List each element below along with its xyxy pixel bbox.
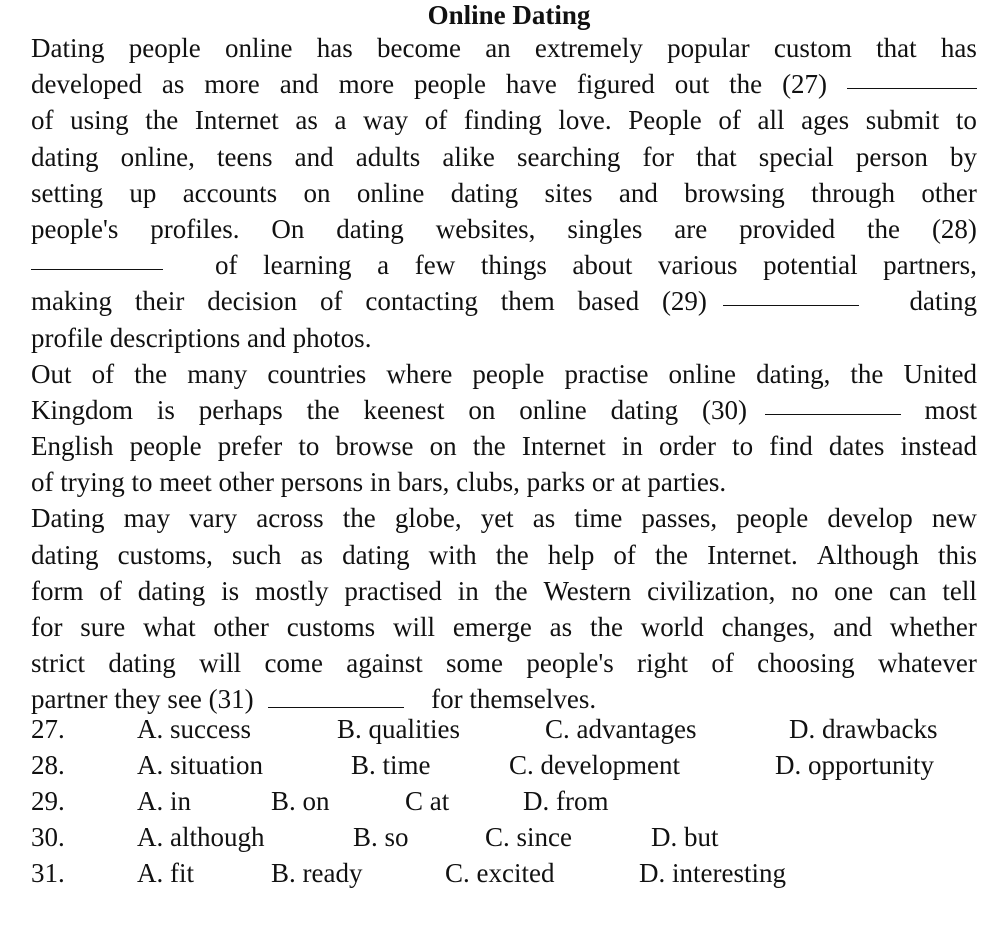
passage-word: Out [31,358,72,389]
passage-word: new [931,503,977,534]
passage-line-words [215,247,977,283]
passage-line [31,573,977,609]
answer-blank-31[interactable] [268,685,404,708]
passage-word: whether [889,612,977,642]
passage-word: sure [80,612,126,642]
passage-word: whatever [877,648,977,679]
passage-word: practised [344,575,442,606]
passage-word: potential [763,250,858,281]
passage-word: will [393,612,436,642]
passage-word: dating [108,648,176,679]
passage-word: has [940,33,977,63]
passage-line [31,500,977,536]
passage-word: online [519,394,587,425]
document-title: Online Dating [427,0,591,30]
option-b[interactable]: B. so [353,822,409,852]
passage-word: passes, [641,503,718,534]
option-c[interactable]: C. excited [445,858,555,888]
question-number: 27. [31,714,65,744]
passage-word: the [306,394,340,425]
passage-word: love. [558,105,612,136]
passage-word: online [224,33,293,63]
passage-word: the [850,358,884,389]
passage-word: on [303,177,331,208]
passage-word: Dating [31,33,105,63]
passage-word: of [718,105,741,136]
passage-word: what [143,612,196,642]
passage-word: globe, [394,503,462,534]
passage-word: mostly [255,575,329,606]
passage-word: teens [217,141,273,172]
passage-word: dating [31,539,99,570]
passage-line [31,609,977,645]
passage-word: other [921,177,977,208]
passage-word: for [31,612,63,642]
passage-word: of [31,105,54,136]
passage-word: the [589,612,623,642]
passage-word: by [949,141,977,172]
option-b[interactable]: B. qualities [337,714,460,744]
answer-blank-28[interactable] [31,247,163,270]
passage-word: people [736,503,809,534]
passage-word: dating [342,539,410,570]
passage-word: right [637,648,689,679]
passage-word: all [757,105,785,136]
passage-word: many [187,358,248,389]
passage-word: civilization, [647,575,776,606]
passage-word: on [468,394,496,425]
passage-word: people's [526,648,614,679]
passage-word: across [256,503,324,534]
option-a[interactable]: A. success [137,714,251,744]
passage-word: of [711,648,734,679]
passage-word: and [833,612,873,642]
passage-word: decision [207,286,298,317]
passage-word: world [640,612,704,642]
passage-line [31,681,977,717]
passage-word: the [472,431,506,462]
passage-word: based [577,286,640,317]
passage-word: various [658,250,738,281]
passage-word: keenest [363,394,445,425]
passage-word: people [128,33,201,63]
passage-word: sites [544,177,593,208]
answer-blank-29[interactable] [723,283,859,306]
option-d[interactable]: D. from [523,786,609,816]
passage-word: the [654,539,688,570]
passage-word: dating [31,141,99,172]
passage-word: a [334,105,347,136]
passage-word: dating [336,213,404,244]
passage-word: come [264,648,323,679]
option-c[interactable]: C at [405,786,450,816]
option-a[interactable]: A. although [137,822,265,852]
passage-word: of [424,105,448,136]
passage-word: that [876,33,917,63]
document-page [31,0,977,718]
passage-word: Kingdom [31,394,134,425]
passage-word: browse [335,431,414,462]
passage-word: online [668,358,737,389]
passage-line [31,283,977,319]
passage-word: help [547,539,595,570]
passage-line-words [31,392,747,428]
passage-word: order [659,431,717,462]
passage-word: partners, [883,250,977,281]
passage-word: Dating [31,503,105,534]
passage-word: customs, [117,539,213,570]
passage-word: perhaps [198,394,283,425]
passage-word: developed [31,69,142,100]
passage-word: to [298,431,320,462]
passage-word: ages [801,105,850,136]
passage-word: as [549,612,573,642]
passage-word: more [204,69,260,100]
passage-word: Although [816,539,919,570]
passage-word: and [294,141,334,172]
answer-blank-30[interactable] [765,392,901,415]
passage-word: as [295,105,318,136]
passage-word: of [613,539,636,570]
passage-word: is [156,394,175,425]
passage-word: searching [516,141,621,172]
question-number: 28. [31,750,65,780]
passage-word: of [320,286,343,317]
passage-word: way [363,105,409,136]
passage-word: people [472,358,545,389]
passage-word: with [428,539,477,570]
passage-word: yet [480,503,514,534]
passage-word: of [91,358,115,389]
passage-word: dating [610,394,679,425]
passage-line [31,537,977,573]
passage-word: them [500,286,555,317]
passage-word: some [446,648,504,679]
passage-word: alike [442,141,495,172]
passage-word: (28) [931,213,977,244]
passage-word: Internet [521,431,606,462]
passage-word: custom [773,33,852,63]
passage-word: choosing [757,648,855,679]
passage-word: People [628,105,702,136]
passage-word: On [271,213,305,244]
passage-word: special [758,141,834,172]
passage-word: profiles. [150,213,240,244]
passage-word: develop [827,503,913,534]
passage-word: the [342,503,376,534]
option-d[interactable]: D. but [651,822,719,852]
passage-word: through [811,177,896,208]
passage-word: that [696,141,737,172]
passage-word: in [457,575,479,606]
passage-word: instead [900,431,977,462]
option-d[interactable]: D. drawbacks [789,714,938,744]
passage-line [31,30,977,66]
passage-line [31,428,977,464]
passage-word: this [937,539,977,570]
passage-text: partner they see (31) [31,684,254,715]
passage-word: of [215,250,238,281]
passage-word: Internet. [707,539,798,570]
passage-word: Western [543,575,632,606]
passage-word: popular [667,33,750,63]
passage-word: in [621,431,643,462]
option-c[interactable]: C. development [509,750,680,780]
passage-word: contacting [365,286,478,317]
passage-word: the [729,69,763,100]
passage-word: people [129,431,202,462]
passage-word: United [903,358,977,389]
passage-word: people [414,69,486,100]
option-b[interactable]: B. on [271,786,330,816]
passage-word: will [199,648,242,679]
passage-word: emerge [452,612,532,642]
passage-word: more [338,69,395,100]
passage-word: English [31,431,114,462]
passage-word: figured [576,69,655,100]
passage-line [31,356,977,392]
passage-word: prefer [217,431,283,462]
passage-word: practise [564,358,649,389]
passage-word: against [346,648,423,679]
passage-line [31,139,977,175]
passage-word: dating [137,575,206,606]
passage-word: most [924,394,977,425]
passage-word: other [213,612,269,642]
passage-word: changes, [721,612,816,642]
passage-word: the [495,539,529,570]
passage-word: singles [567,213,643,244]
option-d[interactable]: D. opportunity [775,750,934,780]
passage-word: provided [739,213,836,244]
passage-word: browsing [684,177,785,208]
question-number: 31. [31,858,65,888]
passage-word: have [505,69,557,100]
passage-line [31,175,977,211]
passage-word: has [316,33,353,63]
passage-word: and [279,69,319,100]
passage-word: making [31,286,112,317]
passage-word: websites, [435,213,536,244]
passage-word: extremely [534,33,643,63]
passage-word: online, [120,141,195,172]
passage-word: few [414,250,456,281]
passage-word: form [31,575,84,606]
passage-line [31,102,977,138]
passage-word: vary [189,503,238,534]
passage-word: is [221,575,240,606]
passage-word: one [834,575,874,606]
passage-word: an [485,33,511,63]
passage-word: out [674,69,710,100]
passage-word: (30) [701,394,747,425]
passage-word: to [732,431,754,462]
option-c[interactable]: C. since [485,822,572,852]
passage-word: their [134,286,185,317]
passage-line: of trying to meet other persons in bars, clubs, parks or at parties. [31,467,727,498]
passage-word: the [145,105,179,136]
passage [31,30,977,718]
option-d[interactable]: D. interesting [639,858,786,888]
option-a[interactable]: A. fit [137,858,194,888]
passage-word: such [231,539,282,570]
passage-word: of [99,575,122,606]
passage-word: dating [450,177,519,208]
passage-word: Internet [194,105,279,136]
passage-word: on [429,431,457,462]
passage-word: person [855,141,928,172]
passage-word: accounts [182,177,278,208]
passage-word: finding [463,105,542,136]
passage-word: countries [267,358,367,389]
passage-word: the [494,575,528,606]
passage-word: customs [286,612,376,642]
passage-word: and [618,177,658,208]
passage-word: (29) [661,286,707,317]
passage-word: tell [942,575,977,606]
passage-line [31,211,977,247]
passage-word: things [480,250,547,281]
passage-word: no [791,575,819,606]
passage-word: (27) [782,69,828,100]
passage-line [31,66,977,102]
passage-word: dating [909,286,977,317]
passage-word: learning [263,250,352,281]
passage-word: are [674,213,708,244]
option-a[interactable]: A. situation [137,750,263,780]
passage-word: the [134,358,168,389]
passage-word: strict [31,648,85,679]
passage-line [31,392,977,428]
passage-line-words [31,283,707,319]
question-number: 29. [31,786,65,816]
question-number: 30. [31,822,65,852]
passage-word: up [129,177,157,208]
option-b[interactable]: B. time [351,750,431,780]
option-c[interactable]: C. advantages [545,714,697,744]
passage-word: about [572,250,633,281]
passage-word: the [867,213,901,244]
answer-blank-27[interactable] [847,66,977,89]
passage-line [31,247,977,283]
passage-word: online [356,177,425,208]
passage-word: dating, [756,358,831,389]
passage-word: as [161,69,185,100]
passage-line [31,645,977,681]
passage-word: submit [865,105,940,136]
passage-word: for [642,141,675,172]
passage-word: where [386,358,453,389]
passage-text: for themselves. [431,684,597,715]
passage-word: a [377,250,390,281]
passage-word: may [123,503,171,534]
option-a[interactable]: A. in [137,786,191,816]
passage-word: adults [355,141,421,172]
passage-word: can [888,575,927,606]
option-b[interactable]: B. ready [271,858,363,888]
passage-word: to [955,105,977,136]
passage-word: find [769,431,813,462]
passage-word: using [70,105,129,136]
passage-word: people's [31,213,119,244]
passage-word: become [376,33,461,63]
passage-word: as [300,539,323,570]
passage-word: dates [828,431,885,462]
passage-line: profile descriptions and photos. [31,322,372,353]
passage-word: time [574,503,623,534]
passage-word: setting [31,177,103,208]
passage-word: as [532,503,556,534]
